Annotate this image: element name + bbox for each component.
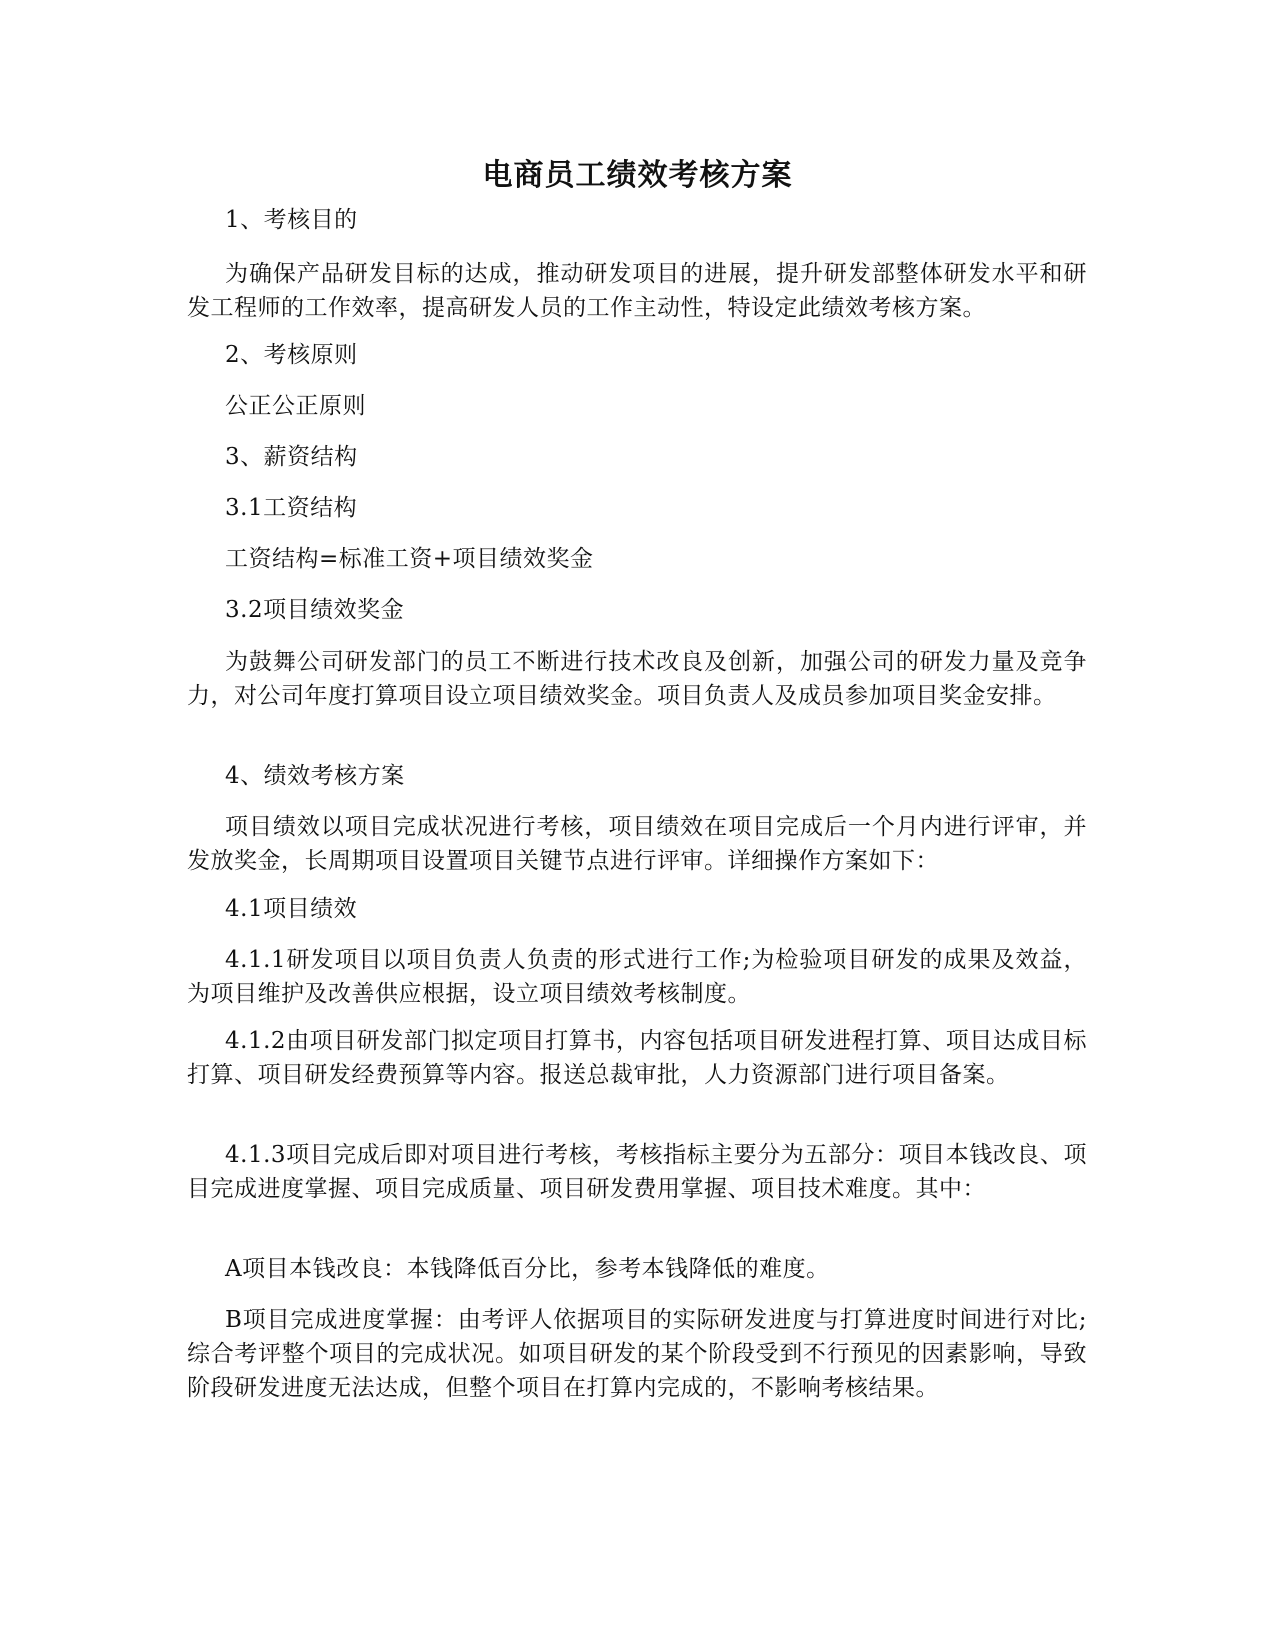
- paragraph: 公正公正原则: [225, 393, 366, 419]
- paragraph: 项目绩效以项目完成状况进行考核，项目绩效在项目完成后一个月内进行评审，并发放奖金，长周期项目设置项目关键节点进行评审。详细操作方案如下：: [187, 814, 1087, 874]
- paragraph: 4.1.1研发项目以项目负责人负责的形式进行工作;为检验项目研发的成果及效益，为项目维护及改善供应根据，设立项目绩效考核制度。: [187, 947, 1087, 1007]
- paragraph: 4.1.3项目完成后即对项目进行考核，考核指标主要分为五部分：项目本钱改良、项目完成进度掌握、项目完成质量、项目研发费用掌握、项目技术难度。其中：: [187, 1142, 1087, 1202]
- section-heading: 1、考核目的: [225, 207, 358, 233]
- section-heading: 2、考核原则: [225, 342, 358, 368]
- subsection-heading: 3.2项目绩效奖金: [225, 597, 405, 623]
- subsection-heading: 4.1项目绩效: [225, 896, 358, 922]
- subsection-heading: 3.1工资结构: [225, 495, 358, 521]
- paragraph: 为鼓舞公司研发部门的员工不断进行技术改良及创新，加强公司的研发力量及竞争力，对公司年度打算项目设立项目绩效奖金。项目负责人及成员参加项目奖金安排。: [187, 649, 1087, 709]
- paragraph: 4.1.2由项目研发部门拟定项目打算书，内容包括项目研发进程打算、项目达成目标打算、项目研发经费预算等内容。报送总裁审批，人力资源部门进行项目备案。: [187, 1028, 1087, 1088]
- paragraph: 为确保产品研发目标的达成，推动研发项目的进展，提升研发部整体研发水平和研发工程师的工作效率，提高研发人员的工作主动性，特设定此绩效考核方案。: [187, 261, 1087, 321]
- paragraph: 工资结构=标准工资+项目绩效奖金: [225, 546, 594, 572]
- section-heading: 4、绩效考核方案: [225, 763, 405, 789]
- section-heading: 3、薪资结构: [225, 444, 358, 470]
- document-title: 电商员工绩效考核方案: [482, 158, 793, 193]
- paragraph: A项目本钱改良：本钱降低百分比，参考本钱降低的难度。: [225, 1256, 830, 1282]
- paragraph: B项目完成进度掌握：由考评人依据项目的实际研发进度与打算进度时间进行对比;综合考评整个项目的完成状况。如项目研发的某个阶段受到不行预见的因素影响，导致阶段研发进度无法达成，但整个项目在打算内完成的，不影响考核结果。: [187, 1307, 1087, 1401]
